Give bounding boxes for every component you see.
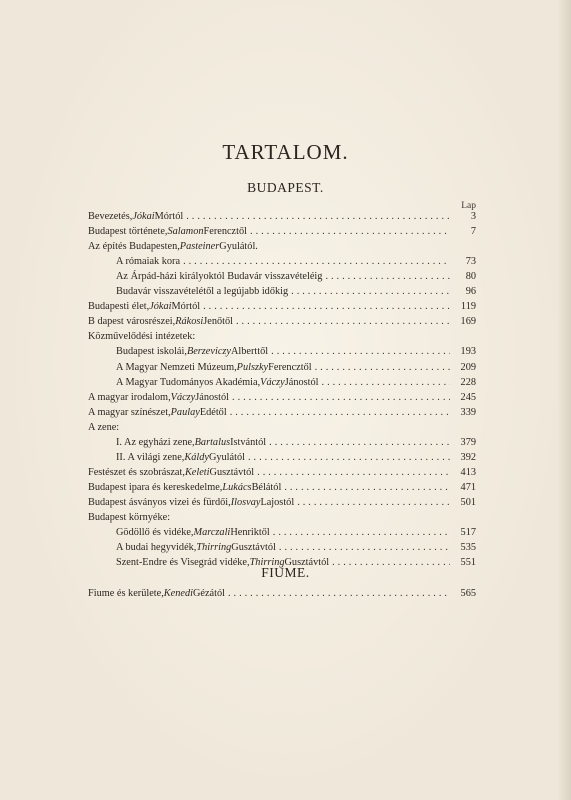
toc-entry-suffix: Henriktől [230,527,270,538]
toc-entry-suffix: Gyulától [208,452,245,463]
toc-page-number: 392 [460,452,476,463]
toc-entry [88,329,476,344]
toc-entry-author: Pulszky [236,362,269,373]
toc-entry [88,224,476,239]
toc-entry [116,344,476,359]
toc-page-number: 7 [470,226,476,237]
toc-entry-author: Berzeviczy [186,346,231,357]
toc-entry [88,510,476,525]
toc-entry [88,299,476,314]
toc-entry-title: I. Az egyházi zene, [116,437,195,448]
toc-entry-author: Káldy [184,452,209,463]
toc-leader-dots [254,465,450,480]
toc-entry-author: Váczy [170,392,196,403]
toc-page-number: 339 [460,407,476,418]
toc-entry-suffix: Bélától [251,482,282,493]
toc-entry [116,284,476,299]
toc-entry [88,390,476,405]
toc-entry-title: II. A világi zene, [116,452,185,463]
toc-entry-title: Gödöllő és vidéke, [116,527,194,538]
toc-entry-title: Közművelődési intézetek: [88,331,196,342]
toc-leader-dots [229,390,450,405]
toc-entry-title: B dapest városrészei, [88,316,176,327]
toc-entry [116,435,476,450]
toc-entry-suffix: Jánostól [195,392,230,403]
toc-leader-dots [281,480,450,495]
toc-page-number: 501 [460,497,476,508]
toc-entry-title: A rómaiak kora [116,256,181,267]
toc-entry-author: Jókai [149,301,172,312]
toc-entry-suffix: Jánostól [284,377,319,388]
toc-entry-title: Festészet és szobrászat, [88,467,185,478]
toc-leader-dots [225,586,450,601]
toc-entry-author: Marczali [193,527,231,538]
toc-entry-suffix: Gézától [192,588,225,599]
toc-page-number: 119 [460,301,476,312]
toc-page-number: 73 [465,256,476,267]
toc-entry-author: Ilosvay [230,497,261,508]
toc-entry-suffix: Istvántól [230,437,267,448]
toc-leader-dots [180,254,450,269]
toc-leader-dots [322,269,450,284]
toc-entry-suffix: Mórtól [154,211,184,222]
toc-leader-dots [312,360,450,375]
page-edge-shadow [557,0,571,800]
toc-entry [88,239,476,254]
toc-entry-suffix: Gusztávtól [209,467,255,478]
toc-entry [116,254,476,269]
toc-leader-dots [227,405,450,420]
toc-entry [88,480,476,495]
toc-entry [88,314,476,329]
toc-entry-suffix: Lajostól [260,497,295,508]
toc-entry [88,209,476,224]
toc-entry [116,525,476,540]
toc-leader-dots [276,540,450,555]
toc-entry [116,540,476,555]
toc-entry-suffix: Alberttől [230,346,269,357]
toc-entry-suffix: Gusztávtól [284,557,330,568]
toc-entry [116,450,476,465]
toc-entry-title: Budapest ipara és kereskedelme, [88,482,223,493]
toc-entry-author: Bartalus [194,437,231,448]
toc-entry-title: Budapest környéke: [88,512,171,523]
toc-page-number: 245 [460,392,476,403]
toc-entry-author: Kenedi [163,588,193,599]
toc-entry-title: Budapesti élet, [88,301,150,312]
toc-entry-title: Az építés Budapesten, [88,241,180,252]
toc-entry-title: Budapest iskolái, [116,346,187,357]
toc-page-number: 209 [460,362,476,373]
toc-page-number: 379 [460,437,476,448]
page-column-label: Lap [461,201,476,211]
toc-entry-author: Pasteiner [179,241,220,252]
toc-leader-dots [200,299,450,314]
toc-entry [88,405,476,420]
toc-page-number: 565 [460,588,476,599]
toc-entry-title: A budai hegyvidék, [116,542,197,553]
toc-entry-suffix: Ferencztől [268,362,312,373]
toc-entry-author: Lukács [222,482,252,493]
toc-entry [116,269,476,284]
toc-leader-dots [270,525,450,540]
toc-page-number: 228 [460,377,476,388]
toc-entry-suffix: Jenőtől [203,316,233,327]
toc-entry-suffix: Gusztávtól [231,542,276,553]
toc-entry-title: Budapest története, [88,226,168,237]
toc-leader-dots [183,209,450,224]
toc-entry [88,465,476,480]
section-heading-fiume: FIUME. [261,565,310,580]
toc-page-number: 193 [460,346,476,357]
toc-entry-suffix: Edétől [199,407,227,418]
toc-page-number: 535 [460,542,476,553]
toc-entry-title: A zene: [88,422,120,433]
toc-entry-suffix: Gyulától. [219,241,258,252]
toc-page-number: 96 [465,286,476,297]
toc-entry [88,586,476,601]
toc-entry-author: Paulay [170,407,200,418]
toc-page-number: 551 [460,557,476,568]
toc-leader-dots [266,435,450,450]
toc-entry-suffix: Mórtól [171,301,201,312]
toc-entry-title: Az Árpád-házi királyoktól Budavár visszavételéig [116,271,323,282]
toc-entry-author: Thirring [249,557,285,568]
toc-entry-author: Thirring [196,542,232,553]
toc-entry-suffix: Ferencztől [203,226,248,237]
section-heading-budapest: BUDAPEST. [247,180,324,195]
toc-entry-author: Jókai [132,211,155,222]
toc-page-number: 471 [460,482,476,493]
toc-entry-title: A magyar irodalom, [88,392,171,403]
toc-page-number: 80 [465,271,476,282]
toc-entry-title: Fiume és kerülete, [88,588,164,599]
toc-entry [116,360,476,375]
toc-entry-author: Keleti [184,467,210,478]
toc-entry [88,420,476,435]
toc-entry [116,375,476,390]
toc-leader-dots [268,344,450,359]
toc-leader-dots [288,284,450,299]
toc-page-number: 413 [460,467,476,478]
toc-entry-title: Bevezetés, [88,211,133,222]
page-title: TARTALOM. [222,140,349,164]
toc-entry [88,495,476,510]
toc-leader-dots [319,375,450,390]
toc-entry-title: A Magyar Nemzeti Múzeum, [116,362,237,373]
toc-entry-title: A Magyar Tudományos Akadémia, [116,377,261,388]
toc-entry-title: Szent-Endre és Visegrád vidéke, [116,557,250,568]
toc-leader-dots [245,450,450,465]
toc-page-number: 169 [460,316,476,327]
toc-entry-author: Salamon [167,226,204,237]
toc-leader-dots [247,224,450,239]
toc-entry-title: Budavár visszavételétől a legújabb időkig [116,286,289,297]
toc-entry-title: A magyar színészet, [88,407,171,418]
toc-page-number: 3 [470,211,476,222]
toc-entry-author: Rákosi [175,316,204,327]
toc-entry-author: Váczy [260,377,285,388]
toc-entry-title: Budapest ásványos vizei és fürdői, [88,497,231,508]
toc-leader-dots [233,314,450,329]
toc-leader-dots [294,495,450,510]
toc-page-number: 517 [460,527,476,538]
